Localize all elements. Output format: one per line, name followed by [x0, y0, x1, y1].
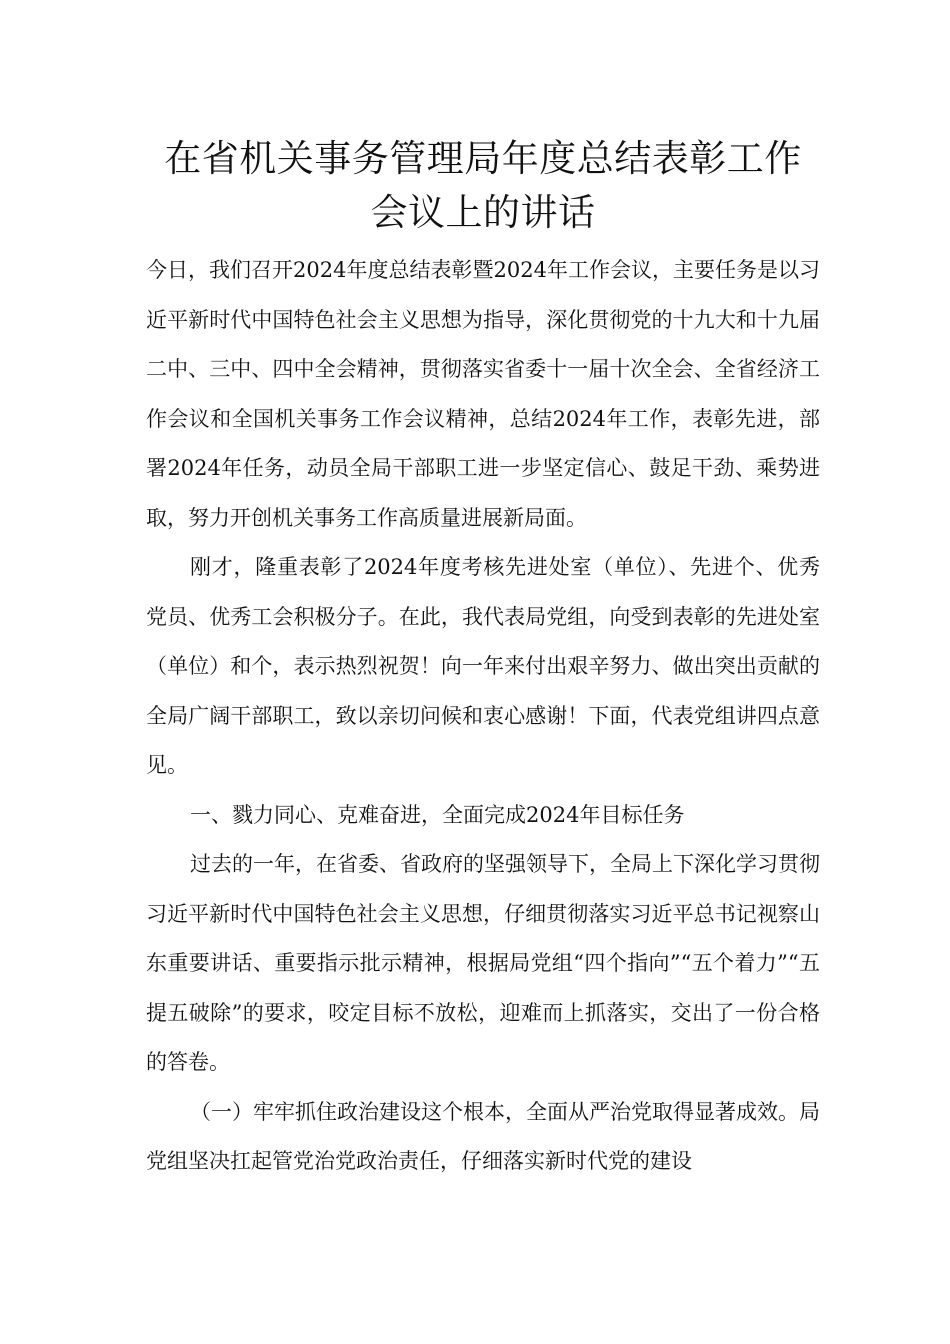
paragraph-commendation: 刚才，隆重表彰了2024年度考核先进处室（单位）、先进个、优秀党员、优秀工会积极分子。在此，我代表局党组，向受到表彰的先进处室（单位）和个，表示热烈祝贺！向一年来付出艰辛努力、做出突出贡献的全局广阔干部职工，致以亲切问候和衷心感谢！下面，代表党组讲四点意见。	[146, 555, 820, 777]
title-line-1: 在省机关事务管理局年度总结表彰工作	[164, 137, 802, 180]
paragraph-opening: 今日，我们召开2024年度总结表彰暨2024年工作会议，主要任务是以习近平新时代中国特色社会主义思想为指导，深化贯彻党的十九大和十九届二中、三中、四中全会精神，贯彻落实省委十一届十次全会、全省经济工作会议和全国机关事务工作会议精神，总结2024年工作，表彰先进，部署2024年任务，动员全局干部职工进一步坚定信心、鼓足干劲、乘势进取，努力开创机关事务工作高质量进展新局面。	[146, 258, 820, 530]
document-title	[146, 132, 820, 240]
section-heading-1: 一、戮力同心、克难奋进，全面完成2024年目标任务	[190, 802, 685, 827]
paragraph-subsection-1: （一）牢牢抓住政治建设这个根本，全面从严治党取得显著成效。局党组坚决扛起管党治党政治责任，仔细落实新时代党的建设	[146, 1099, 820, 1173]
title-line-2: 会议上的讲话	[370, 191, 596, 234]
paragraph-review: 过去的一年，在省委、省政府的坚强领导下，全局上下深化学习贯彻习近平新时代中国特色社会主义思想，仔细贯彻落实习近平总书记视察山东重要讲话、重要指示批示精神，根据局党组“四个指向”“五个着力”“五提五破除”的要求，咬定目标不放松，迎难而上抓落实，交出了一份合格的答卷。	[146, 852, 820, 1074]
